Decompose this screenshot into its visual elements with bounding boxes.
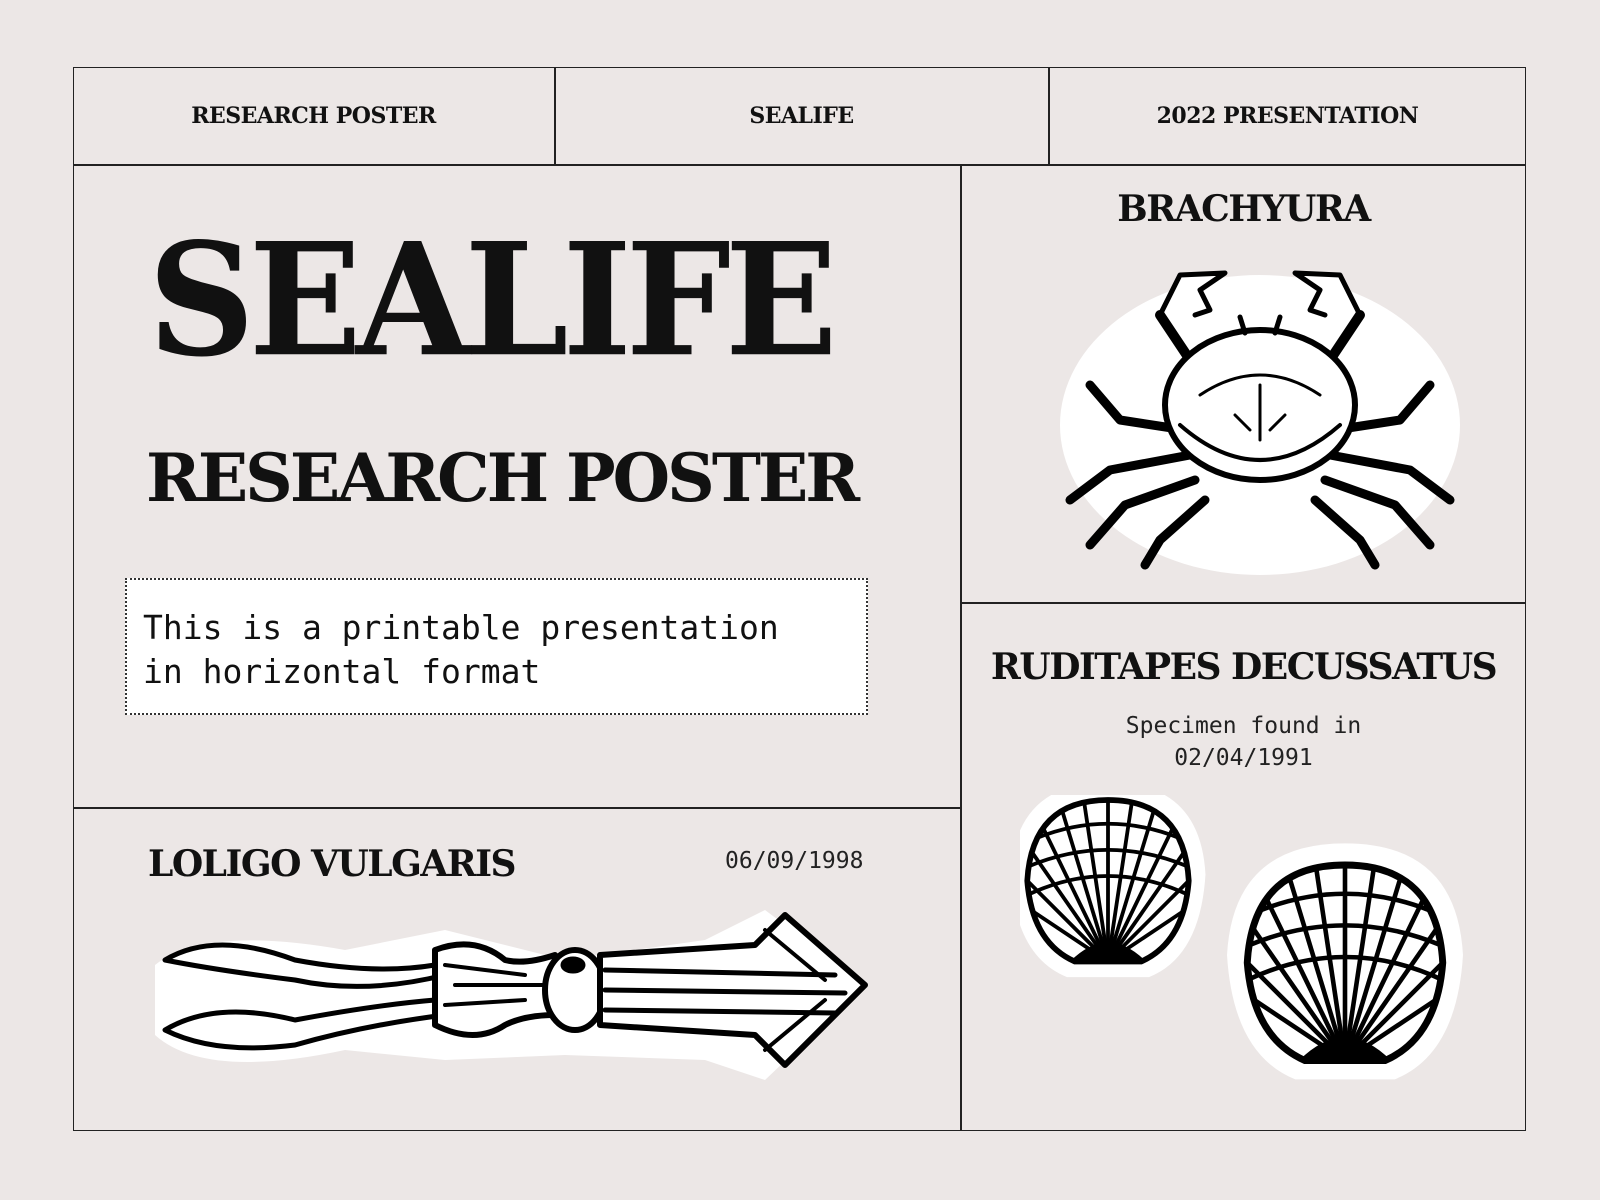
right-row-divider (960, 602, 1526, 604)
shell-note-line2: 02/04/1991 (1174, 745, 1313, 771)
left-row-divider (73, 807, 961, 809)
shell-section-title: RUDITAPES DECUSSATUS (990, 646, 1497, 688)
description-box: This is a printable presentation in horizontal format (125, 578, 868, 715)
squid-date: 06/09/1998 (725, 848, 864, 874)
crab-illustration (1050, 255, 1470, 585)
header-right-label: 2022 PRESENTATION (1156, 103, 1419, 129)
squid-section-title: LOLIGO VULGARIS (148, 843, 516, 885)
header-center-label: SEALIFE (749, 103, 854, 129)
seashell-illustration (1020, 795, 1490, 1105)
page-subtitle: RESEARCH POSTER (146, 439, 858, 517)
shell-note-line1: Specimen found in (1125, 713, 1362, 739)
header-left-label: RESEARCH POSTER (191, 103, 436, 129)
crab-section-title: BRACHYURA (1117, 188, 1370, 230)
page-title: SEALIFE (148, 208, 832, 392)
squid-illustration (145, 905, 875, 1095)
